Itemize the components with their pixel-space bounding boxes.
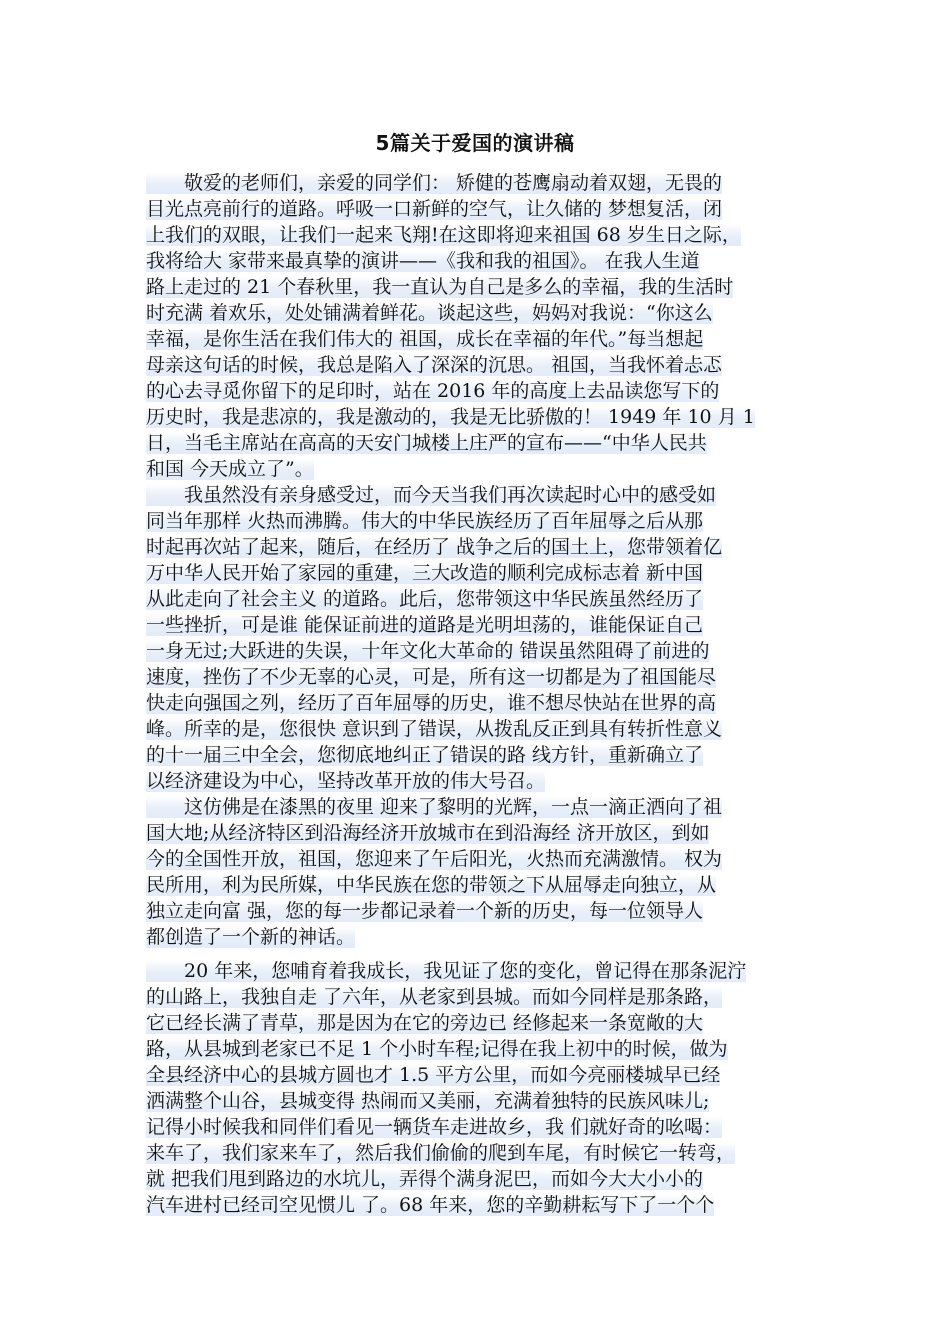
text-line (146, 1036, 806, 1062)
text-line-content: 20 年来，您哺育着我成长，我见证了您的变化，曾记得在那条泥泞 (146, 960, 747, 982)
text-line (146, 612, 806, 638)
text-line-content: 我将给大 家带来最真挚的演讲——《我和我的祖国》。 在我人生道 (146, 250, 700, 272)
text-line-content: 路，从县城到老家已不足 1 个小时车程;记得在我上初中的时候，做为 (146, 1038, 728, 1060)
text-line-content: 民所用，利为民所媒，中华民族在您的带领之下从屈辱走向独立，从 (146, 874, 717, 896)
text-line (146, 586, 806, 612)
text-line-content: 幸福，是你生活在我们伟大的 祖国，成长在幸福的年代。”每当想起 (146, 328, 704, 350)
text-line-content: 记得小时候我和同伴们看见一辆货车走进故乡，我 们就好奇的吆喝： (146, 1116, 723, 1138)
text-line (146, 482, 806, 508)
text-line (146, 716, 806, 742)
text-line (146, 508, 806, 534)
paragraph-2 (146, 482, 806, 794)
text-line-content: 同当年那样 火热而沸腾。伟大的中华民族经历了百年屈辱之后从那 (146, 510, 704, 532)
text-line (146, 768, 806, 794)
text-line-content: 目光点亮前行的道路。呼吸一口新鲜的空气，让久储的 梦想复活，闭 (146, 198, 723, 220)
text-line-content: 独立走向富 强，您的每一步都记录着一个新的历史，每一位领导人 (146, 900, 704, 922)
text-line-content: 路上走过的 21 个春秋里，我一直认为自己是多么的幸福，我的生活时 (146, 276, 734, 298)
text-line-content: 来车了，我们家来车了，然后我们偷偷的爬到车尾，有时候它一转弯， (146, 1142, 736, 1164)
document-title: 5篇关于爱国的演讲稿 (375, 131, 575, 155)
text-line (146, 1088, 806, 1114)
text-line (146, 898, 806, 924)
text-line-content: 国大地;从经济特区到沿海经济开放城市在到沿海经 济开放区，到如 (146, 822, 710, 844)
text-line-content: 敬爱的老师们，亲爱的同学们： 矫健的苍鹰扇动着双翅，无畏的 (146, 172, 723, 194)
text-line (146, 690, 806, 716)
text-line-content: 快走向强国之列，经历了百年屈辱的历史，谁不想尽快站在世界的高 (146, 692, 717, 714)
text-line (146, 326, 806, 352)
text-line (146, 274, 806, 300)
text-line-content: 时充满 着欢乐，处处铺满着鲜花。谈起这些，妈妈对我说：“你这么 (146, 302, 713, 324)
text-line-content: 全县经济中心的县城方圆也才 1.5 平方公里，而如今亮丽楼城早已经 (146, 1064, 721, 1086)
text-line-content: 万中华人民开始了家园的重建，三大改造的顺利完成标志着 新中国 (146, 562, 704, 584)
text-line (146, 664, 806, 690)
text-line (146, 638, 806, 664)
text-line (146, 222, 806, 248)
text-line-content: 就 把我们甩到路边的水坑儿，弄得个满身泥巴，而如今大大小小的 (146, 1168, 704, 1190)
text-line (146, 846, 806, 872)
text-line (146, 248, 806, 274)
text-line (146, 196, 806, 222)
text-line-content: 一些挫折，可是谁 能保证前进的道路是光明坦荡的，谁能保证自己 (146, 614, 704, 636)
text-line-content: 的十一届三中全会，您彻底地纠正了错误的路 线方针，重新确立了 (146, 744, 704, 766)
text-line (146, 1166, 806, 1192)
text-line-content: 时起再次站了起来，随后，在经历了 战争之后的国土上，您带领着亿 (146, 536, 723, 558)
paragraph-1 (146, 170, 806, 482)
text-line (146, 958, 806, 984)
text-line-content: 以经济建设为中心，坚持改革开放的伟大号召。 (146, 770, 546, 792)
text-line-content: 从此走向了社会主义 的道路。此后，您带领这中华民族虽然经历了 (146, 588, 704, 610)
text-line-content: 日，当毛主席站在高高的天安门城楼上庄严的宣布——“中华人民共 (146, 432, 707, 454)
text-line (146, 560, 806, 586)
text-line-content: 上我们的双眼，让我们一起来飞翔!在这即将迎来祖国 68 岁生日之际， (146, 224, 741, 246)
text-line-content: 和国 今天成立了”。 (146, 458, 314, 480)
text-line (146, 820, 806, 846)
text-line (146, 378, 806, 404)
text-line (146, 1114, 806, 1140)
text-line (146, 1010, 806, 1036)
text-line-content: 这仿佛是在漆黑的夜里 迎来了黎明的光辉，一点一滴正洒向了祖 (146, 796, 723, 818)
text-line (146, 794, 806, 820)
text-line-content: 汽车进村已经司空见惯儿 了。68 年来，您的辛勤耕耘写下了一个个 (146, 1194, 715, 1216)
text-line (146, 170, 806, 196)
paragraph-4 (146, 958, 806, 1218)
text-line-content: 峰。所幸的是，您很快 意识到了错误，从拨乱反正到具有转折性意义 (146, 718, 723, 740)
text-line (146, 430, 806, 456)
text-line (146, 534, 806, 560)
text-line-content: 历史时，我是悲凉的，我是激动的，我是无比骄傲的！ 1949 年 10 月 1 (146, 406, 755, 428)
text-line (146, 924, 806, 950)
text-line (146, 456, 806, 482)
text-line (146, 984, 806, 1010)
text-line (146, 352, 806, 378)
text-line (146, 404, 806, 430)
text-line (146, 872, 806, 898)
text-line-content: 一身无过;大跃进的失误，十年文化大革命的 错误虽然阻碍了前进的 (146, 640, 710, 662)
text-line-content: 的心去寻觅你留下的足印时，站在 2016 年的高度上去品读您写下的 (146, 380, 720, 402)
text-line (146, 1140, 806, 1166)
text-line-content: 今的全国性开放，祖国，您迎来了午后阳光，火热而充满激情。 权为 (146, 848, 723, 870)
text-line-content: 它已经长满了青草，那是因为在它的旁边已 经修起来一条宽敞的大 (146, 1012, 704, 1034)
text-line (146, 1062, 806, 1088)
text-line-content: 母亲这句话的时候，我总是陷入了深深的沉思。 祖国，当我怀着忐忑 (146, 354, 723, 376)
text-line (146, 742, 806, 768)
text-line-content: 的山路上，我独自走 了六年，从老家到县城。而如今同样是那条路， (146, 986, 723, 1008)
paragraph-3 (146, 794, 806, 950)
text-line (146, 300, 806, 326)
text-line-content: 速度，挫伤了不少无辜的心灵，可是，所有这一切都是为了祖国能尽 (146, 666, 717, 688)
text-line-content: 洒满整个山谷，县城变得 热闹而又美丽，充满着独特的民族风味儿; (146, 1090, 710, 1112)
text-line-content: 我虽然没有亲身感受过，而今天当我们再次读起时心中的感受如 (146, 484, 717, 506)
text-line (146, 1192, 806, 1218)
text-line-content: 都创造了一个新的神话。 (146, 926, 356, 948)
